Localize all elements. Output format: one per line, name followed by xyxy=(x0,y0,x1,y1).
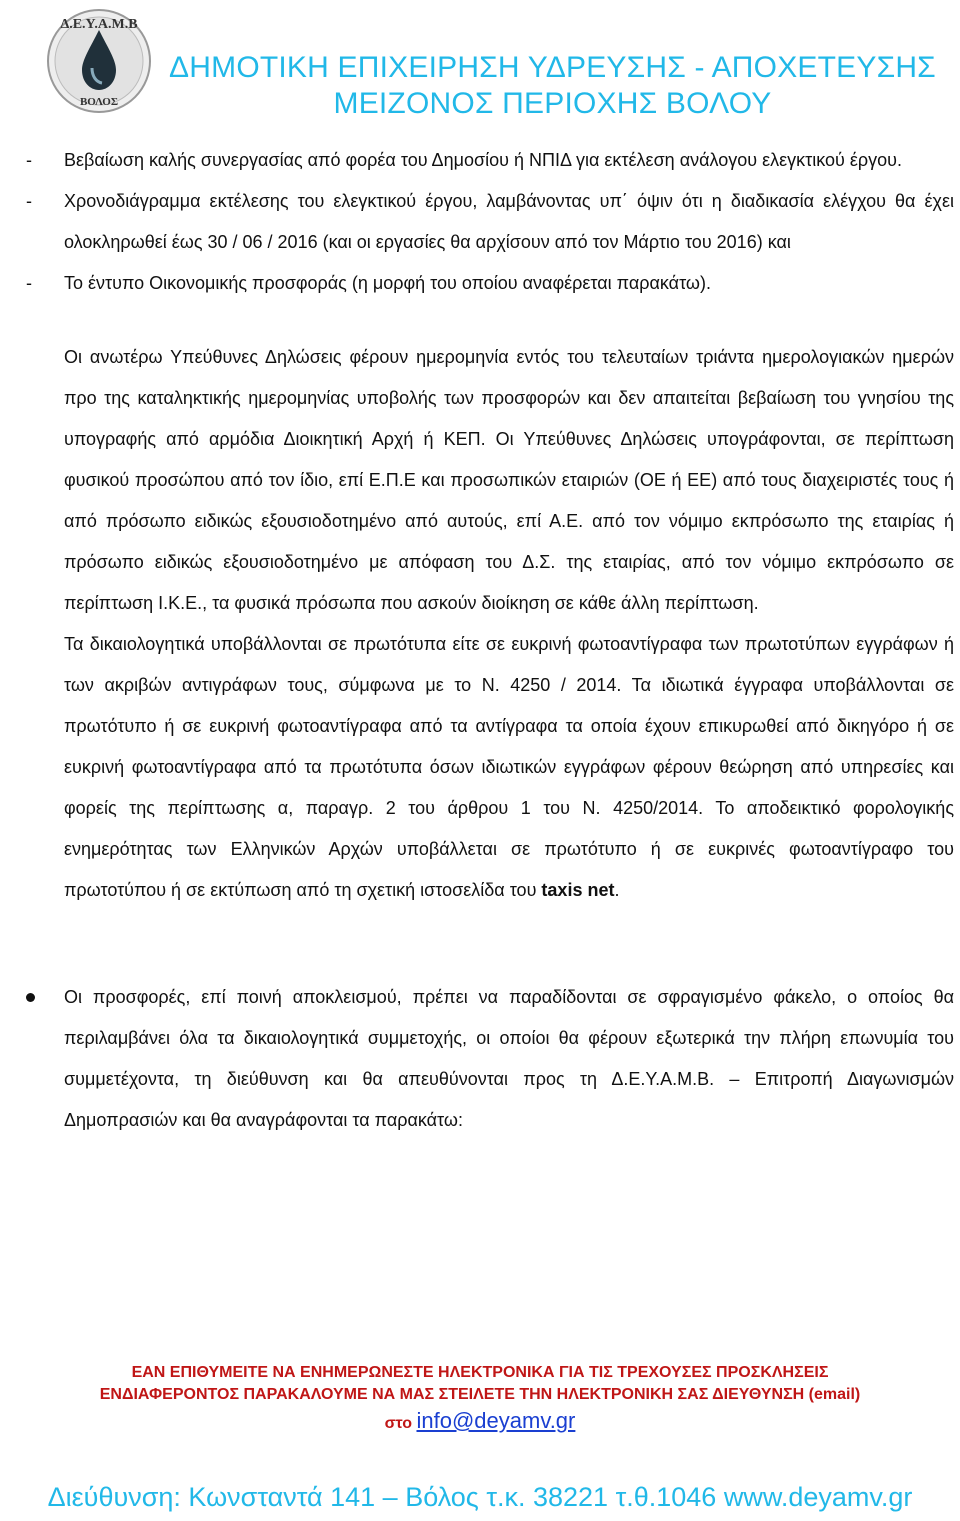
deyamv-logo xyxy=(40,8,158,114)
list-item xyxy=(26,181,954,263)
documents-paragraph-end: . xyxy=(614,880,620,900)
list-item-text: Το έντυπο Οικονομικής προσφοράς (η μορφή του οποίου αναφέρεται παρακάτω). xyxy=(64,273,711,293)
documents-paragraph-text: Τα δικαιολογητικά υποβάλλονται σε πρωτότυπα είτε σε ευκρινή φωτοαντίγραφα των πρωτοτύπων εγγράφων ή των ακριβών αντιγράφων τους, σύμφωνα με το Ν. 4250 / 2014. Τα ιδιωτικά έγγραφα υποβάλλονται σε πρωτότυπο ή σε ευκρινή φωτοαντίγραφα από τα αντίγραφα τα οποία έχουν επικυρωθεί από δικηγόρο ή σε ευκρινή φωτοαντίγραφα από τα πρωτότυπα όσων ιδιωτικών εγγράφων φέρουν θεώρηση από υπηρεσίες και φορείς της περίπτωσης α, παραγρ. 2 του άρθρου 1 του Ν. 4250/2014. Το αποδεικτικό φορολογικής ενημερότητας των Ελληνικών Αρχών υποβάλλεται σε πρωτότυπο ή σε ευκρινές φωτοαντίγραφο του πρωτοτύπου ή σε εκτύπωση από τη σχετική ιστοσελίδα του xyxy=(64,634,954,900)
documents-paragraph xyxy=(64,624,954,911)
bullet-item-text: Οι προσφορές, επί ποινή αποκλεισμού, πρέπει να παραδίδονται σε σφραγισμένο φάκελο, ο οποίος θα περιλαμβάνει όλα τα δικαιολογητικά συμμετοχής, οι οποίοι θα φέρουν εξωτερικά την πλήρη επωνυμία του συμμετέχοντα, τη διεύθυνση και θα απευθύνονται προς τη Δ.Ε.Υ.Α.Μ.Β. – Επιτροπή Διαγωνισμών Δημοπρασιών και θα αναγράφονται τα παρακάτω: xyxy=(64,987,954,1130)
notice-email-line xyxy=(0,1410,960,1435)
list-item xyxy=(26,140,954,181)
organization-title xyxy=(160,50,945,122)
list-dash: - xyxy=(26,273,32,293)
notice-line2: ΕΝΔΙΑΦΕΡΟΝΤΟΣ ΠΑΡΑΚΑΛΟΥΜΕ ΝΑ ΜΑΣ ΣΤΕΙΛΕΤΕ ΤΗΝ ΗΛΕΚΤΡΟΝΙΚΗ ΣΑΣ ΔΙΕΥΘΥΝΣΗ (email) xyxy=(99,1386,861,1403)
notice-prefix: στο xyxy=(384,1415,413,1432)
list-item-text: Χρονοδιάγραμμα εκτέλεσης του ελεγκτικού έργου, λαμβάνοντας υπ΄ όψιν ότι η διαδικασία ελέγχου θα έχει ολοκληρωθεί έως 30 / 06 / 2016 (και οι εργασίες θα αρχίσουν από τον Μάρτιο του 2016) και xyxy=(64,191,954,252)
declarations-paragraph: Οι ανωτέρω Υπεύθυνες Δηλώσεις φέρουν ημερομηνία εντός του τελευταίων τριάντα ημερολογιακών ημερών προ της καταληκτικής ημερομηνίας υποβολής των προσφορών και δεν απαιτείται βεβαίωση του γνησίου της υπογραφής από αρμόδια Διοικητική Αρχή ή ΚΕΠ. Οι Υπεύθυνες Δηλώσεις υπογράφονται, σε περίπτωση φυσικού προσώπου από τον ίδιο, επί Ε.Π.Ε και προσωπικών εταιριών (ΟΕ ή ΕΕ) από τους διαχειριστές τους ή από πρόσωπο ειδικώς εξουσιοδοτημένο από αυτούς, επί Α.Ε. από τον νόμιμο εκπρόσωπο της εταιρίας ή πρόσωπο ειδικώς εξουσιοδοτημένο με απόφαση του Δ.Σ. της εταιρίας, από τον νόμιμο εκπρόσωπο σε περίπτωση Ι.Κ.Ε., τα φυσικά πρόσωπα που ασκούν διοίκηση σε κάθε άλλη περίπτωση. xyxy=(64,347,954,613)
header xyxy=(0,0,960,130)
list-dash: - xyxy=(26,191,32,211)
logo-city: ΒΟΛΟΣ xyxy=(79,96,119,108)
list-item xyxy=(26,263,954,304)
list-dash: - xyxy=(26,150,32,170)
notice-line1: ΕΑΝ ΕΠΙΘΥΜΕΙΤΕ ΝΑ ΕΝΗΜΕΡΩΝΕΣΤΕ ΗΛΕΚΤΡΟΝΙΚΑ ΓΙΑ ΤΙΣ ΤΡΕΧΟΥΣΕΣ ΠΡΟΣΚΛΗΣΕΙΣ xyxy=(131,1364,829,1381)
organization-title-line1: ΔΗΜΟΤΙΚΗ ΕΠΙΧΕΙΡΗΣΗ ΥΔΡΕΥΣΗΣ - ΑΠΟΧΕΤΕΥΣΗΣ xyxy=(169,51,936,84)
email-link[interactable]: info@deyamv.gr xyxy=(416,1408,576,1433)
email-notice xyxy=(0,1362,960,1435)
document-body xyxy=(26,140,954,1141)
organization-title-line2: ΜΕΙΖΟΝΟΣ ΠΕΡΙΟΧΗΣ ΒΟΛΟΥ xyxy=(333,87,772,120)
bullet-item xyxy=(64,977,954,1141)
logo-text: Δ.Ε.Υ.Α.Μ.Β xyxy=(60,17,138,32)
footer-address: Διεύθυνση: Κωνσταντά 141 – Βόλος τ.κ. 38221 τ.θ.1046 www.deyamv.gr xyxy=(47,1482,913,1512)
bullet-dot-icon xyxy=(26,993,35,1002)
taxis-net-text: taxis net xyxy=(541,880,615,900)
list-item-text: Βεβαίωση καλής συνεργασίας από φορέα του Δημοσίου ή ΝΠΙΔ για εκτέλεση ανάλογου ελεγκτικού έργου. xyxy=(64,150,903,170)
